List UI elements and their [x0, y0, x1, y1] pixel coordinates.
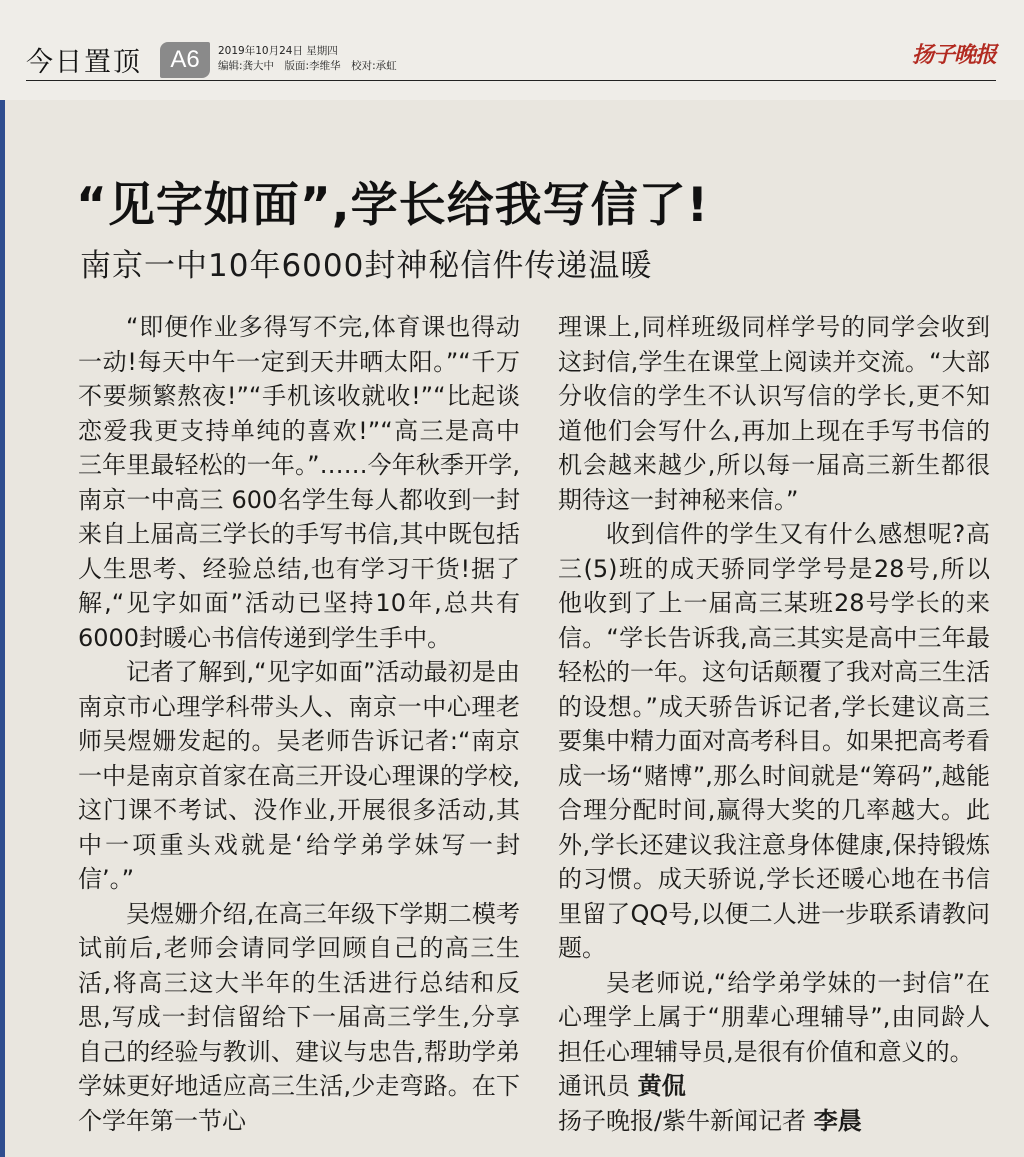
byline-correspondent	[558, 1069, 990, 1104]
page-number-badge: A6	[160, 42, 210, 78]
article-column-right	[558, 310, 990, 1138]
byline-reporter	[558, 1104, 990, 1139]
page-header	[0, 0, 1024, 100]
paragraph: “即便作业多得写不完,体育课也得动一动!每天中午一定到天井晒太阳。”“千万不要频繁熬夜!”“手机该收就收!”“比起谈恋爱我更支持单纯的喜欢!”“高三是高中三年里最轻松的一年。”……今年秋季开学,南京一中高三 600名学生每人都收到一封来自上届高三学长的手写书信,其中既包括人生思考、经验总结,也有学习干货!据了解,“见字如面”活动已坚持10年,总共有6000封暖心书信传递到学生手中。	[78, 313, 520, 652]
paragraph: 收到信件的学生又有什么感想呢?高三(5)班的成天骄同学学号是28号,所以他收到了上一届高三某班28号学长的来信。“学长告诉我,高三其实是高中三年最轻松的一年。这句话颠覆了我对高三生活的设想。”成天骄告诉记者,学长建议高三要集中精力面对高考科目。如果把高考看成一场“赌博”,那么时间就是“筹码”,越能合理分配时间,赢得大奖的几率越大。此外,学长还建议我注意身体健康,保持锻炼的习惯。成天骄说,学长还暖心地在书信里留了QQ号,以便二人进一步联系请教问题。	[558, 520, 990, 962]
paragraph: 吴老师说,“给学弟学妹的一封信”在心理学上属于“朋辈心理辅导”,由同龄人担任心理辅导员,是很有价值和意义的。	[558, 968, 990, 1066]
article-column-left	[78, 310, 520, 1138]
article-headline: “见字如面”,学长给我写信了!	[76, 178, 710, 233]
issue-editors: 编辑:龚大中 版面:李维华 校对:承虹	[218, 60, 397, 72]
newspaper-logo: 扬子晚报	[912, 42, 997, 68]
byline-name: 李晨	[813, 1106, 862, 1135]
issue-date: 2019年10月24日 星期四	[218, 45, 338, 57]
article-subheadline: 南京一中10年6000封神秘信件传递温暖	[80, 248, 653, 284]
section-name: 今日置顶	[26, 47, 142, 78]
paragraph: 理课上,同样班级同样学号的同学会收到这封信,学生在课堂上阅读并交流。“大部分收信的学生不认识写信的学长,更不知道他们会写什么,再加上现在手写书信的机会越来越少,所以每一届高三新生都很期待这一封神秘来信。”	[558, 313, 990, 514]
left-accent-bar	[0, 100, 5, 1157]
byline-label: 通讯员	[558, 1072, 630, 1100]
byline-label: 扬子晚报/紫牛新闻记者	[558, 1106, 807, 1135]
paragraph: 记者了解到,“见字如面”活动最初是由南京市心理学科带头人、南京一中心理老师吴煜姗发起的。吴老师告诉记者:“南京一中是南京首家在高三开设心理课的学校,这门课不考试、没作业,开展很多活动,其中一项重头戏就是‘给学弟学妹写一封信’。”	[78, 658, 520, 893]
header-divider	[26, 80, 996, 81]
byline-name: 黄侃	[637, 1072, 686, 1100]
paragraph: 吴煜姗介绍,在高三年级下学期二模考试前后,老师会请同学回顾自己的高三生活,将高三这大半年的生活进行总结和反思,写成一封信留给下一届高三学生,分享自己的经验与教训、建议与忠告,帮助学弟学妹更好地适应高三生活,少走弯路。在下个学年第一节心	[78, 899, 520, 1135]
issue-meta	[218, 44, 397, 74]
